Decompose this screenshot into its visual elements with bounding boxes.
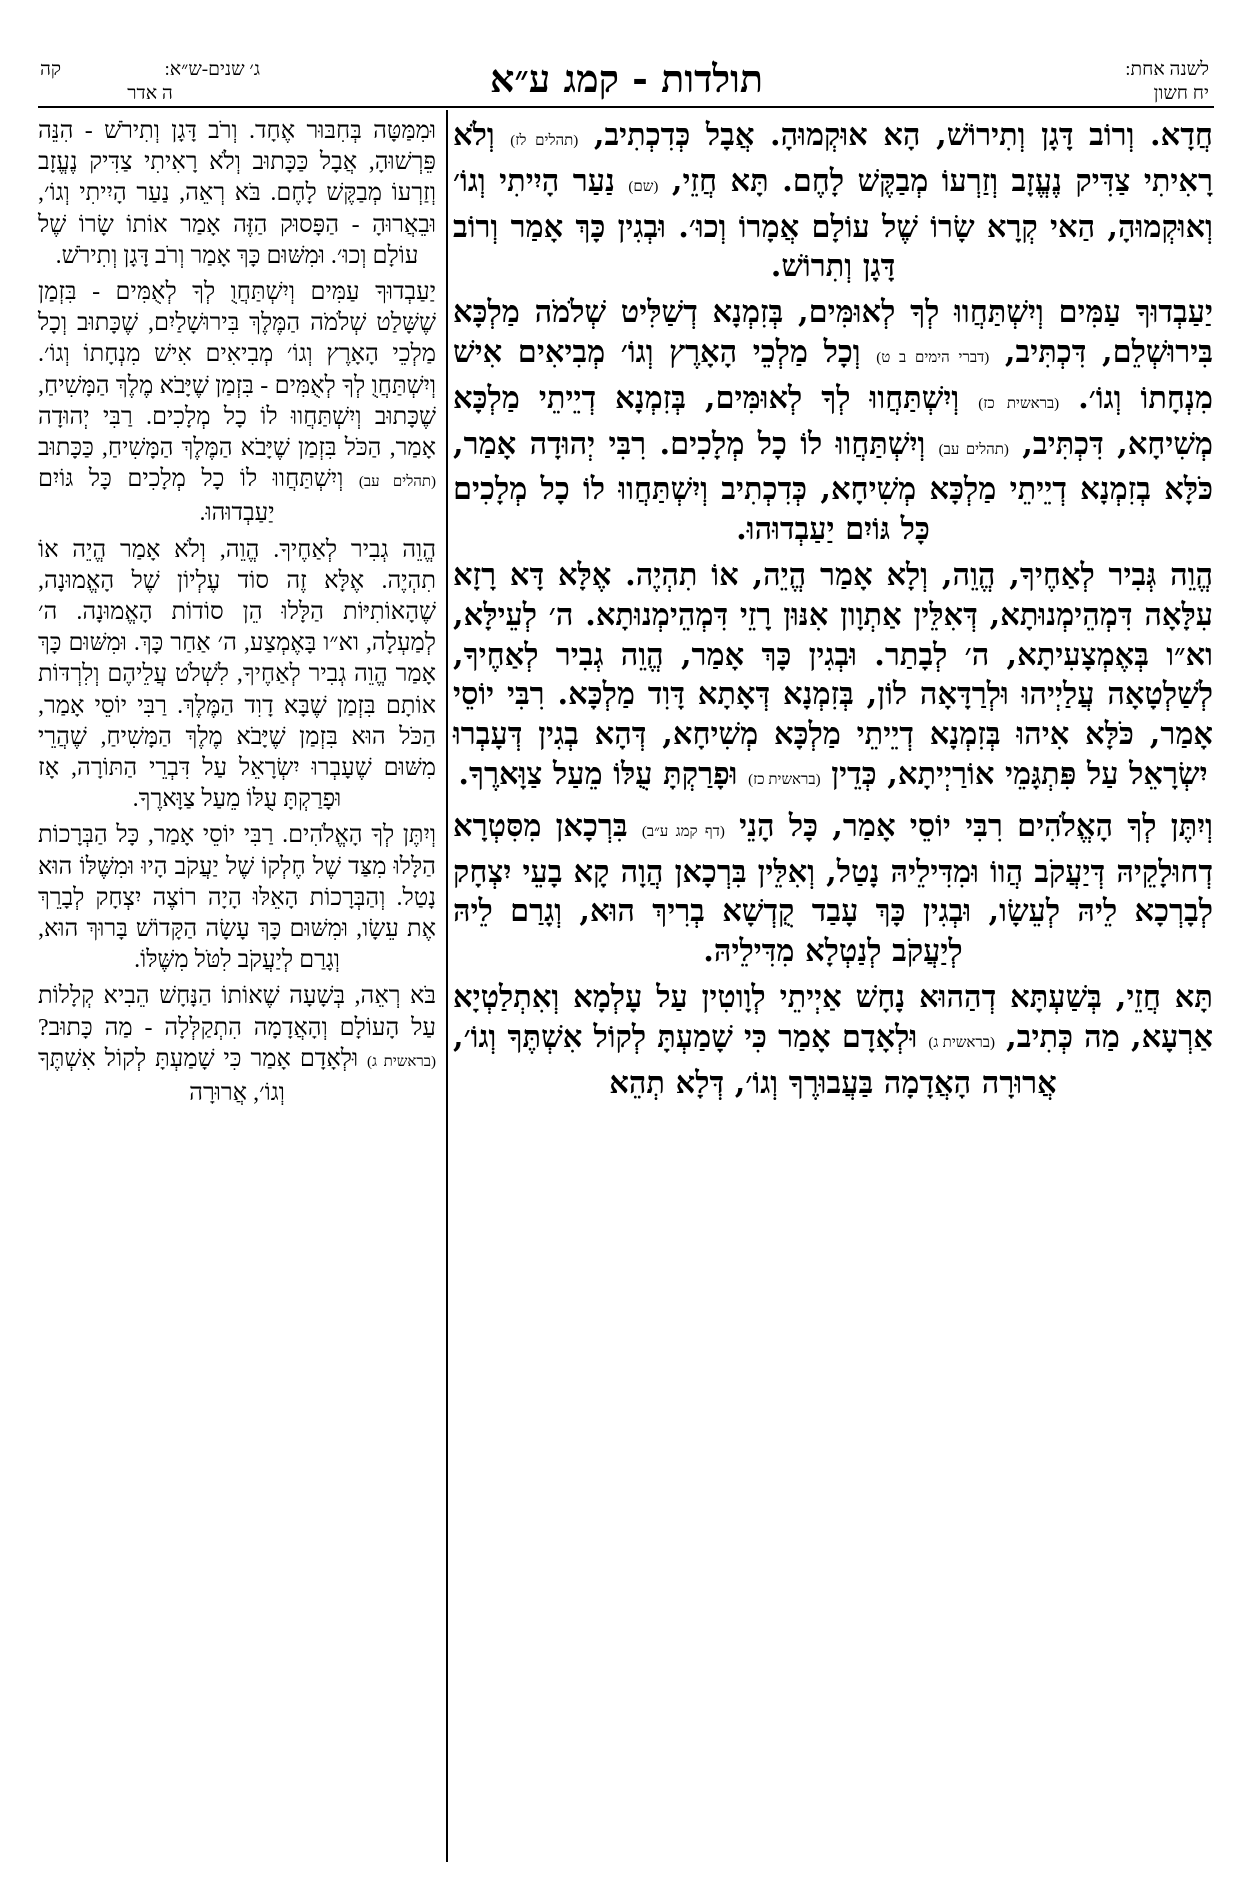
source-reference: ( שם ): [628, 179, 658, 195]
zohar-paragraph: [453, 293, 1213, 550]
source-reference: ( דברי הימים ב ט ): [876, 350, 989, 366]
zohar-paragraph: [453, 556, 1213, 801]
zohar-paragraph: [453, 116, 1213, 287]
text-segment: תָּא חֲזֵי, בְּשַׁעְתָּא דְהַהוּא נָחָשׁ אַיְיתֵי לְוָוטִין עַל עָלְמָא וְאִתְלַטְיָא אַרְעָא, מַה כְּתִיב,: [453, 978, 1213, 1055]
zohar-paragraph: [453, 807, 1213, 972]
text-segment: נַעַר הָיִיתִי וְגוֹ׳ וְאוּקְמוּהָ, הַאי קְרָא שָׂרוֹ שֶׁל עוֹלָם אֲמָרוֹ וְכוּ׳. וּבְגִין כָּךְ אָמַר וְרוֹב דָּגָן וְתִרוֹשׁ.: [453, 162, 1213, 285]
text-segment: וְיִתֶּן לְךָ הָאֱלֹהִים. רַבִּי יוֹסֵי אָמַר, כָּל הַבְּרָכוֹת הַלָּלוּ מִצַּד שֶׁל חֶלְקוֹ שֶׁל יַעֲקֹב הָיוּ וּמִשֶּׁלּוֹ הוּא נָטַל. וְהַבְּרָכוֹת הָאֵלּוּ הָיָה רוֹצֶה יִצְחָק לְבָרֵךְ אֶת עֵשָׂו, וּמִשּׁוּם כָּךְ עָשָׂה הַקָּדוֹשׁ בָּרוּךְ הוּא, וְגָרַם לְיַעֲקֹב לִטֹּל מִשֶּׁלּוֹ.: [38, 822, 436, 974]
text-segment: וְיִשְׁתַּחֲווּ לוֹ כָל מְלָכִים. רִבִּי יְהוּדָה אָמַר, כֹּלָּא בְזִמְנָא דְיֵיתֵי מַלְכָּא מְשִׁיחָא, כְּדִכְתִיב וְיִשְׁתַּחֲווּ לוֹ כָל מְלָכִים כָּל גּוֹיִם יַעַבְדוּהוּ.: [453, 425, 1213, 548]
alt-schedule-label: ג׳ שנים-ש״א:: [164, 59, 260, 80]
text-segment: וְלֹא רָאִיתִי צַדִּיק נֶעֱזָב וְזַרְעוֹ מְבַקֶּשׁ לָחֶם. תָּא חֲזֵי,: [453, 117, 1213, 199]
text-segment: וּלְאָדָם אָמַר כִּי שָׁמַעְתָּ לְקוֹל אִשְׁתֶּךָ וְגוֹ׳, אֲרוּרָה: [38, 1045, 368, 1107]
header-rule: [38, 106, 1214, 108]
text-segment: בִּרְכָאן מִסִּטְרָא דְחוּלָקֵיהּ דְּיַעֲקֹב הֲווֹ וּמִדִּילֵיהּ נָטַל, וְאִלֵּין בִּרְכָאן הֲוָה קָא בָעֵי יִצְחָק לְבָרְכָא לֵיהּ לְעֵשָׂו, וּבְגִין כָּךְ עָבַד קֻדְשָׁא בְרִיךְ הוּא, וְגָרַם לֵיהּ לְיַעֲקֹב לְנַטְלָא מִדִּילֵיהּ.: [453, 807, 1213, 970]
text-segment: וּמִמַּטָּה בְּחִבּוּר אֶחָד. וְרֹב דָּגָן וְתִירֹשׁ - הִנֵּה פֵּרְשׁוּהָ, אֲבָל כַּכָּתוּב וְלֹא רָאִיתִי צַדִּיק נֶעֱזָב וְזַרְעוֹ מְבַקֶּשׁ לָחֶם. בֹּא רְאֵה, נַעַר הָיִיתִי וְגוֹ׳, וּבֵאֲרוּהָ - הַפָּסוּק הַזֶּה אָמַר אוֹתוֹ שָׂרוֹ שֶׁל עוֹלָם וְכוּ׳. וּמִשּׁוּם כָּךְ אָמַר וְרֹב דָּגָן וְתִירֹשׁ.: [38, 118, 436, 269]
text-segment: וּלְאָדָם אָמַר כִּי שָׁמַעְתָּ לְקוֹל אִשְׁתֶּךָ וְגוֹ׳, אֲרוּרָה הָאֲדָמָה בַּעֲבוּרֶךָ וְגוֹ׳, דְּלָא תְהֵא: [453, 1018, 1057, 1101]
page-title: תולדות - קמג ע״א: [489, 56, 764, 101]
translation-paragraph: [38, 277, 436, 530]
source-reference: ( תהלים עב ): [359, 474, 436, 490]
text-segment: וְיִשְׁתַּחֲווּ לוֹ כָל מְלָכִים כָּל גּוֹיִם יַעַבְדוּהוּ.: [38, 466, 359, 527]
alt-schedule-date: ה אדר: [127, 83, 173, 104]
text-segment: וְכָל מַלְכֵי הָאָרֶץ וְגוֹ׳ מְבִיאִים אִישׁ מִנְחָתוֹ וְגוֹ׳.: [453, 333, 1213, 416]
text-segment: יַעַבְדוּךָ עַמִּים וְיִשְׁתַּחֲווּ לְךָ לְאוּמִּים, בְּזִמְנָא דְשַׁלִּיט שְׁלֹמֹה מַלְכָּא בִּירוּשְׁלֵם, דִּכְתִּיב,: [453, 294, 1213, 370]
text-segment: הֱוֵה גְבִיר לְאַחֶיךָ. הֱוֵה, וְלֹא אָמַר הֱיֵה אוֹ תִהְיֶה. אֶלָּא זֶה סוֹד עֶלְיוֹן שֶׁל הָאֱמוּנָה, שֶׁהָאוֹתִיּוֹת הַלָּלוּ הֵן סוֹדוֹת הָאֱמוּנָה. ה׳ לְמַעְלָה, וא״ו בָּאֶמְצַע, ה׳ אַחַר כָּךְ. וּמִשּׁוּם כָּךְ אָמַר הֱוֵה גְבִיר לְאַחֶיךָ, לִשְׁלֹט עֲלֵיהֶם וְלִרְדּוֹת אוֹתָם בִּזְמַן שֶׁבָּא דָוִד הַמֶּלֶךְ. רַבִּי יוֹסֵי אָמַר, הַכֹּל הוּא בִּזְמַן שֶׁיָּבֹא מֶלֶךְ הַמָּשִׁיחַ, שֶׁהֲרֵי מִשּׁוּם שֶׁעָבְרוּ יִשְׂרָאֵל עַל דִּבְרֵי הַתּוֹרָה, אָז וּפָרַקְתָּ עֻלּוֹ מֵעַל צַוָּארֶךָ.: [38, 536, 436, 813]
translation-paragraph: [38, 535, 436, 816]
source-reference: ( דף קמג ע״ב ): [642, 824, 725, 840]
source-reference: ( בראשית ג ): [367, 1054, 436, 1070]
source-reference: ( בראשית ג ): [928, 1035, 995, 1051]
text-segment: וּפָרַקְתָּ עֻלּוֹ מֵעַל צַוָּארֶךָ.: [458, 755, 749, 792]
text-segment: הֱוֵה גְּבִיר לְאַחֶיךָ, הֱוֵה, וְלָא אָמַר הֱיֵה, אוֹ תִהְיֶה. אֶלָּא דָּא רָזָא עִלָּאָה דִּמְהֵימְנוּתָא, דְּאִלֵּין אַתְוָון אִנּוּן רָזֵי דִּמְהֵימְנוּתָא. ה׳ לְעֵילָּא, וא״ו בְּאֶמְצָעִיתָא, ה׳ לְבָתַר. וּבְגִין כָּךְ אָמַר, הֱוֵה גְבִיר לְאַחֶיךָ, לְשַׁלְטָאָה עֲלַיְיהוּ וּלְרַדָּאָה לוֹן, בְּזִמְנָא דְּאָתָא דָּוִד מַלְכָּא. רִבִּי יוֹסֵי אָמַר, כֹּלָּא אִיהוּ בְּזִמְנָא דְיֵיתֵי מַלְכָּא מְשִׁיחָא, דְּהָא בְגִין דְּעָבְרוּ יִשְׂרָאֵל עַל פִּתְגָּמֵי אוֹרַיְיתָא, כְּדֵין: [453, 556, 1213, 792]
text-segment: וְיִשְׁתַּחֲווּ לְךָ לְאוּמִּים, בְּזִמְנָא דְיֵיתֵי מַלְכָּא מְשִׁיחָא, דִּכְתִּיב,: [453, 379, 1214, 462]
aramaic-text-column: [453, 116, 1213, 1109]
study-schedule-header: [1039, 58, 1209, 106]
text-segment: יַעַבְדוּךָ עַמִּים וְיִשְׁתַּחֲוֻ לְךָ לְאֻמִּים - בִּזְמַן שֶׁשָּׁלַט שְׁלֹמֹה הַמֶּלֶךְ בִּירוּשָׁלַיִם, שֶׁכָּתוּב וְכָל מַלְכֵי הָאָרֶץ וְגוֹ׳ מְבִיאִים אִישׁ מִנְחָתוֹ וְגוֹ׳. וְיִשְׁתַּחֲוֻ לְךָ לְאֻמִּים - בִּזְמַן שֶׁיָּבֹא מֶלֶךְ הַמָּשִׁיחַ, שֶׁכָּתוּב וְיִשְׁתַּחֲווּ לוֹ כָל מְלָכִים. רַבִּי יְהוּדָה אָמַר, הַכֹּל בִּזְמַן שֶׁיָּבֹא הַמֶּלֶךְ הַמָּשִׁיחַ, כַּכָּתוּב: [38, 279, 436, 462]
zohar-paragraph: [453, 978, 1213, 1103]
text-segment: בֹּא רְאֵה, בְּשָׁעָה שֶׁאוֹתוֹ הַנָּחָשׁ הֵבִיא קְלָלוֹת עַל הָעוֹלָם וְהָאֲדָמָה הִתְקַלְּלָה - מַה כָּתוּב?: [38, 983, 436, 1041]
alt-schedule-header: [40, 58, 260, 106]
source-reference: ( בראשית כז ): [748, 772, 821, 788]
translation-paragraph: [38, 820, 436, 976]
source-reference: ( תהלים לז ): [510, 133, 578, 149]
text-segment: חֲדָא. וְרוֹב דָּגָן וְתִירוֹשׁ, הָא אוּקְמוּהָ. אֲבָל כְּדִכְתִיב,: [578, 117, 1213, 153]
schedule-label: לשנה אחת:: [1125, 59, 1209, 80]
schedule-date: יח חשון: [1153, 83, 1209, 104]
translation-paragraph: [38, 116, 436, 272]
translation-paragraph: [38, 981, 436, 1109]
page-number: קה: [40, 59, 62, 80]
text-segment: וְיִתֶּן לְךָ הָאֱלֹהִים רִבִּי יוֹסֵי אָמַר, כָּל הָנֵי: [724, 807, 1213, 844]
source-reference: ( תהלים עב ): [939, 442, 1009, 458]
source-reference: ( בראשית כז ): [978, 396, 1059, 412]
hebrew-translation-column: [38, 116, 436, 1114]
column-divider: [446, 110, 448, 1862]
